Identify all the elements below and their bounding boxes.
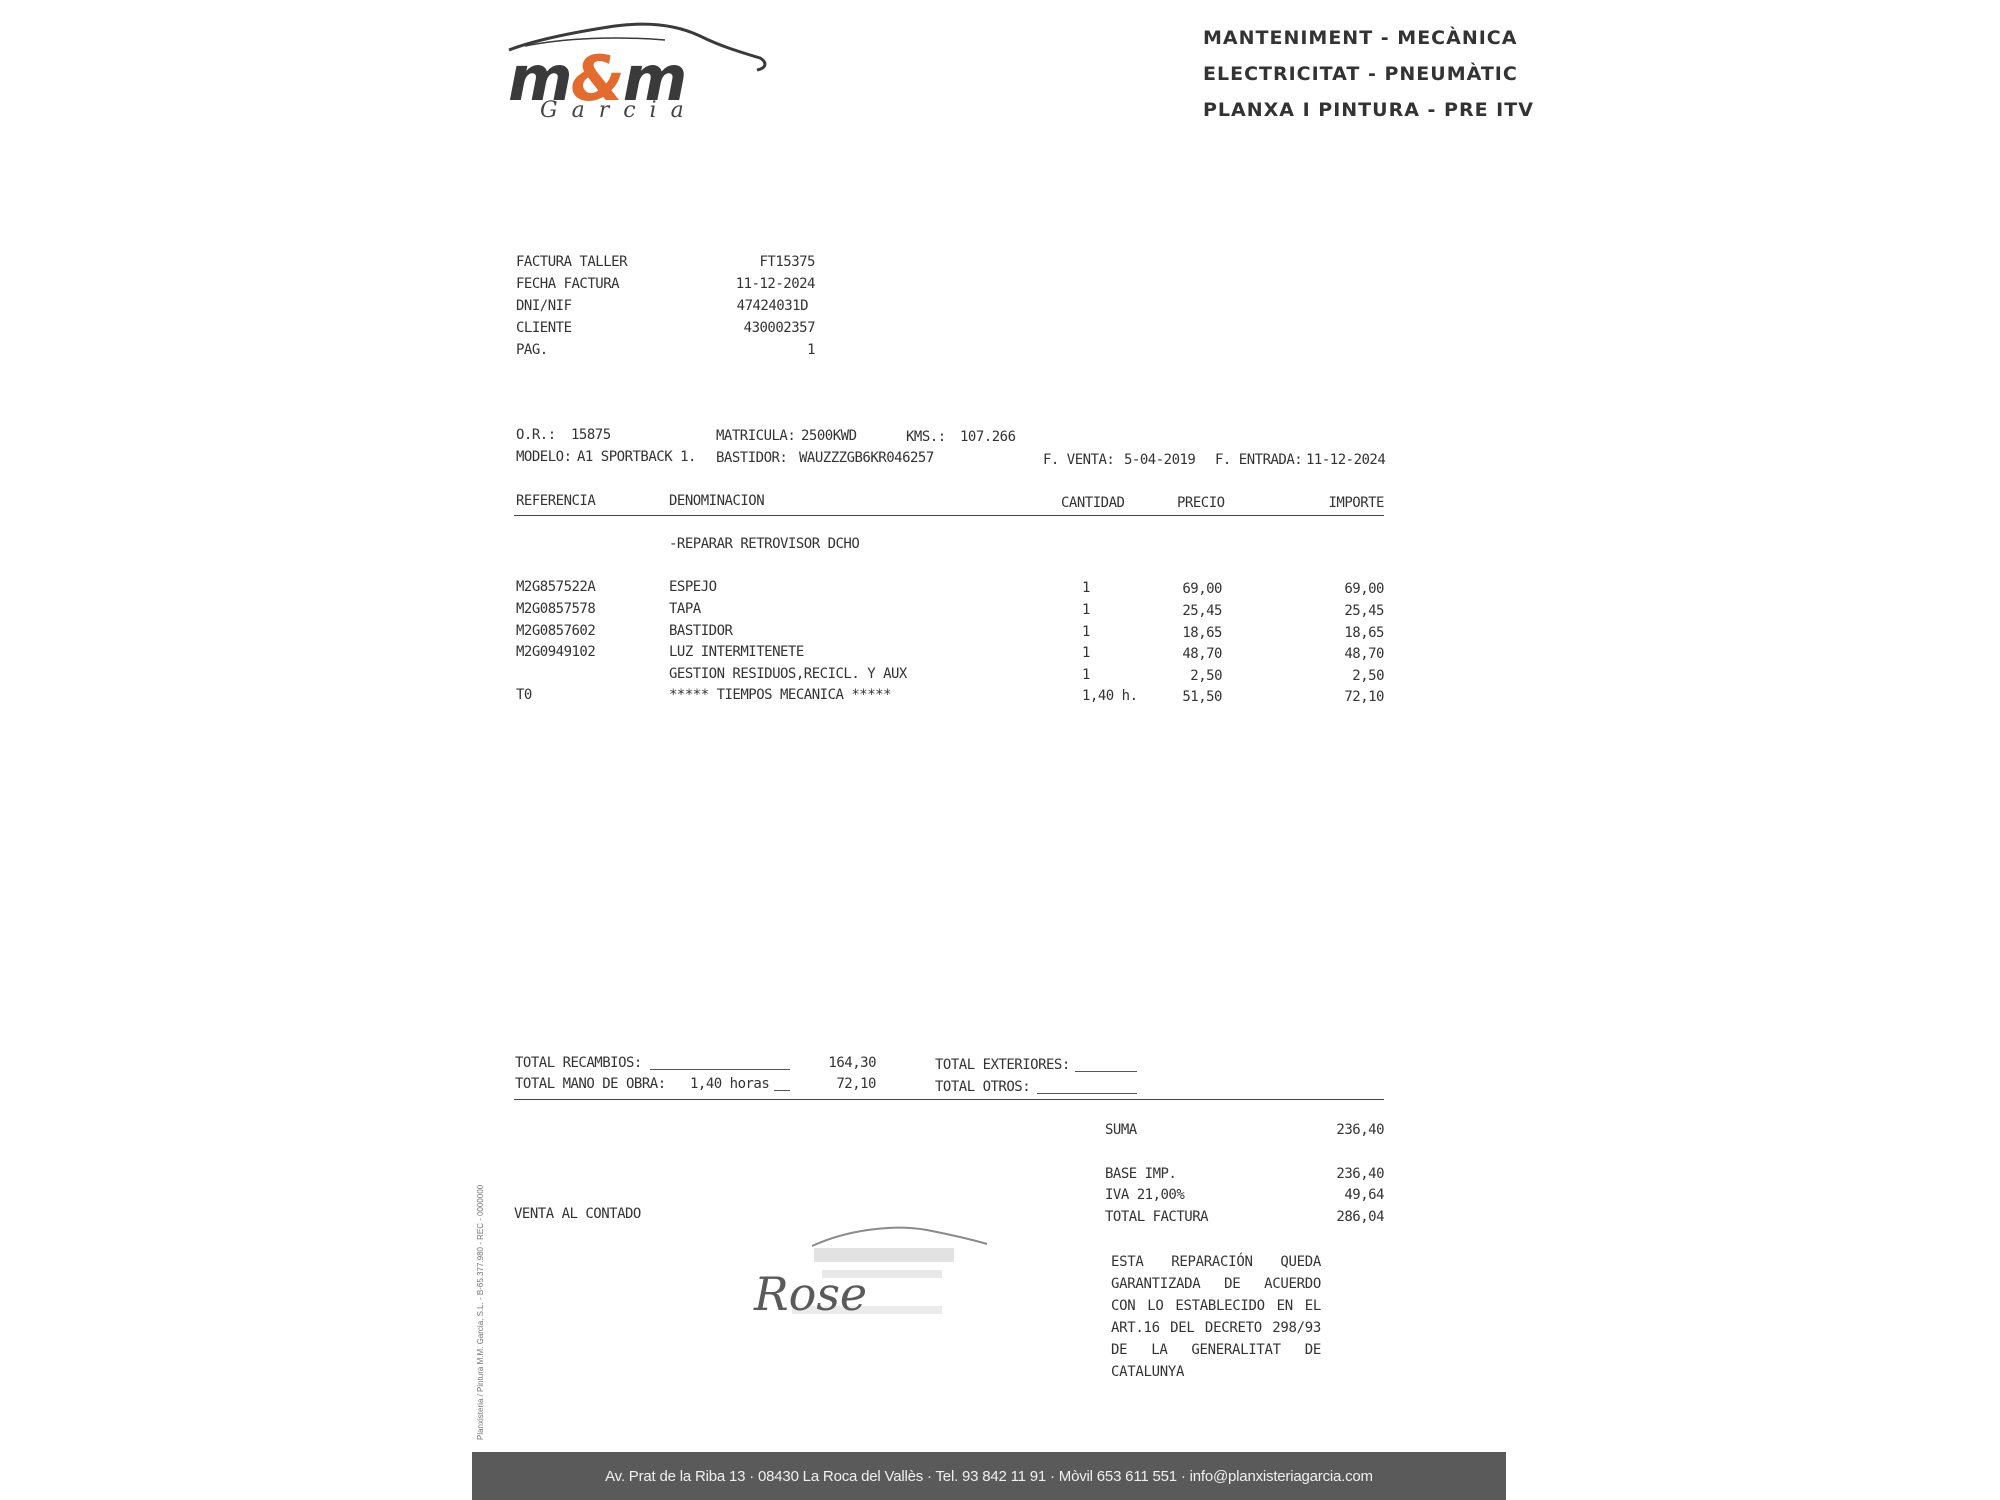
cell-precio: 18,65 bbox=[1182, 625, 1222, 641]
cell-cant: 1 bbox=[1082, 580, 1090, 596]
cell-den: LUZ INTERMITENETE bbox=[669, 644, 804, 660]
cell-ref: M2G0949102 bbox=[516, 644, 596, 660]
fill-line bbox=[774, 1090, 790, 1091]
page-number: 1 bbox=[807, 342, 815, 358]
invoice-number: FT15375 bbox=[759, 254, 815, 270]
iva-label: IVA 21,00% bbox=[1105, 1187, 1185, 1203]
cell-importe: 18,65 bbox=[1344, 625, 1384, 641]
section-title: -REPARAR RETROVISOR DCHO bbox=[669, 536, 860, 552]
bastidor-value: WAUZZZGB6KR046257 bbox=[799, 450, 934, 466]
cell-ref: M2G0857602 bbox=[516, 623, 596, 639]
fentrada-label: F. ENTRADA: bbox=[1215, 452, 1303, 468]
total-exteriores-label: TOTAL EXTERIORES: bbox=[935, 1057, 1070, 1073]
matricula-label: MATRICULA: bbox=[716, 428, 796, 444]
cell-cant: 1 bbox=[1082, 624, 1090, 640]
header-label: CLIENTE bbox=[516, 320, 572, 336]
cell-den: GESTION RESIDUOS,RECICL. Y AUX bbox=[669, 666, 907, 682]
bastidor-label: BASTIDOR: bbox=[716, 450, 788, 466]
matricula-value: 2500KWD bbox=[801, 428, 857, 444]
cell-importe: 69,00 bbox=[1344, 581, 1384, 597]
kms-value: 107.266 bbox=[960, 429, 1016, 445]
fill-line bbox=[1075, 1071, 1137, 1072]
cell-ref: M2G857522A bbox=[516, 579, 596, 595]
col-header-precio: PRECIO bbox=[1177, 495, 1225, 511]
cell-precio: 2,50 bbox=[1190, 668, 1222, 684]
service-line: MANTENIMENT - MECÀNICA bbox=[1203, 27, 1518, 49]
modelo-label: MODELO: bbox=[516, 449, 572, 465]
cell-precio: 69,00 bbox=[1182, 581, 1222, 597]
cell-precio: 48,70 bbox=[1182, 646, 1222, 662]
total-mano-obra-hours: 1,40 horas bbox=[690, 1076, 770, 1092]
cell-cant: 1 bbox=[1082, 602, 1090, 618]
header-label: FECHA FACTURA bbox=[516, 276, 620, 292]
cell-den: TAPA bbox=[669, 601, 701, 617]
base-value: 236,40 bbox=[1336, 1166, 1384, 1182]
total-otros-label: TOTAL OTROS: bbox=[935, 1079, 1031, 1095]
service-line: ELECTRICITAT - PNEUMÀTIC bbox=[1203, 63, 1518, 85]
logo-wordmark: m&m bbox=[508, 42, 686, 115]
registry-note: Planxisteria / Pintura M.M. Garcia, S.L. - B-65.377.980 - REC - 0000000 bbox=[476, 1184, 485, 1440]
total-recambios-value: 164,30 bbox=[828, 1055, 876, 1071]
invoice-date: 11-12-2024 bbox=[735, 276, 815, 292]
modelo-value: A1 SPORTBACK 1. bbox=[577, 449, 696, 465]
header-label: DNI/NIF bbox=[516, 298, 572, 314]
totals-rule bbox=[514, 1099, 1384, 1100]
cell-cant: 1 bbox=[1082, 645, 1090, 661]
or-label: O.R.: bbox=[516, 427, 556, 443]
signature: Rose bbox=[754, 1267, 868, 1321]
client-id: 430002357 bbox=[743, 320, 815, 336]
cell-den: BASTIDOR bbox=[669, 623, 733, 639]
base-label: BASE IMP. bbox=[1105, 1166, 1177, 1182]
total-factura-value: 286,04 bbox=[1336, 1209, 1384, 1225]
company-stamp bbox=[752, 1222, 1012, 1342]
table-header-rule bbox=[514, 515, 1384, 516]
logo-subtitle: Garcia bbox=[540, 98, 698, 123]
col-header-referencia: REFERENCIA bbox=[516, 493, 596, 509]
cell-precio: 25,45 bbox=[1182, 603, 1222, 619]
service-line: PLANXA I PINTURA - PRE ITV bbox=[1203, 99, 1534, 121]
fventa-value: 5-04-2019 bbox=[1124, 452, 1196, 468]
cell-den: ESPEJO bbox=[669, 579, 717, 595]
footer-contact-text: Av. Prat de la Riba 13 · 08430 La Roca del Vallès · Tel. 93 842 11 91 · Mòvil 653 611 551 · info@planxisteriagarcia.com bbox=[605, 1467, 1373, 1485]
cell-importe: 2,50 bbox=[1352, 668, 1384, 684]
suma-value: 236,40 bbox=[1336, 1122, 1384, 1138]
payment-method: VENTA AL CONTADO bbox=[514, 1206, 641, 1222]
total-mano-obra-label: TOTAL MANO DE OBRA: bbox=[515, 1076, 666, 1092]
services-list bbox=[1203, 20, 1534, 128]
cell-den: ***** TIEMPOS MECANICA ***** bbox=[669, 687, 892, 703]
footer-contact-bar bbox=[472, 1452, 1506, 1500]
fill-line bbox=[650, 1069, 790, 1070]
fventa-label: F. VENTA: bbox=[1043, 452, 1115, 468]
col-header-denominacion: DENOMINACION bbox=[669, 493, 765, 509]
cell-importe: 48,70 bbox=[1344, 646, 1384, 662]
col-header-cantidad: CANTIDAD bbox=[1061, 495, 1125, 511]
col-header-importe: IMPORTE bbox=[1328, 495, 1384, 511]
cell-cant: 1,40 h. bbox=[1082, 688, 1138, 704]
iva-value: 49,64 bbox=[1344, 1187, 1384, 1203]
cell-ref: T0 bbox=[516, 687, 532, 703]
cell-importe: 72,10 bbox=[1344, 689, 1384, 705]
header-label: PAG. bbox=[516, 342, 548, 358]
warranty-note: ESTA REPARACIÓN QUEDA GARANTIZADA DE ACUERDO CON LO ESTABLECIDO EN EL ART.16 DEL DECRETO 298/93 DE LA GENERALITAT DE CATALUNYA bbox=[1111, 1254, 1321, 1380]
dni-nif: 47424031D bbox=[736, 298, 808, 314]
cell-precio: 51,50 bbox=[1182, 689, 1222, 705]
total-factura-label: TOTAL FACTURA bbox=[1105, 1209, 1209, 1225]
fentrada-value: 11-12-2024 bbox=[1306, 452, 1386, 468]
or-value: 15875 bbox=[571, 427, 611, 443]
total-recambios-label: TOTAL RECAMBIOS: bbox=[515, 1055, 642, 1071]
kms-label: KMS.: bbox=[906, 429, 946, 445]
header-label: FACTURA TALLER bbox=[516, 254, 628, 270]
suma-label: SUMA bbox=[1105, 1122, 1137, 1138]
cell-importe: 25,45 bbox=[1344, 603, 1384, 619]
cell-cant: 1 bbox=[1082, 667, 1090, 683]
total-mano-obra-value: 72,10 bbox=[836, 1076, 876, 1092]
fill-line bbox=[1037, 1093, 1137, 1094]
cell-ref: M2G0857578 bbox=[516, 601, 596, 617]
